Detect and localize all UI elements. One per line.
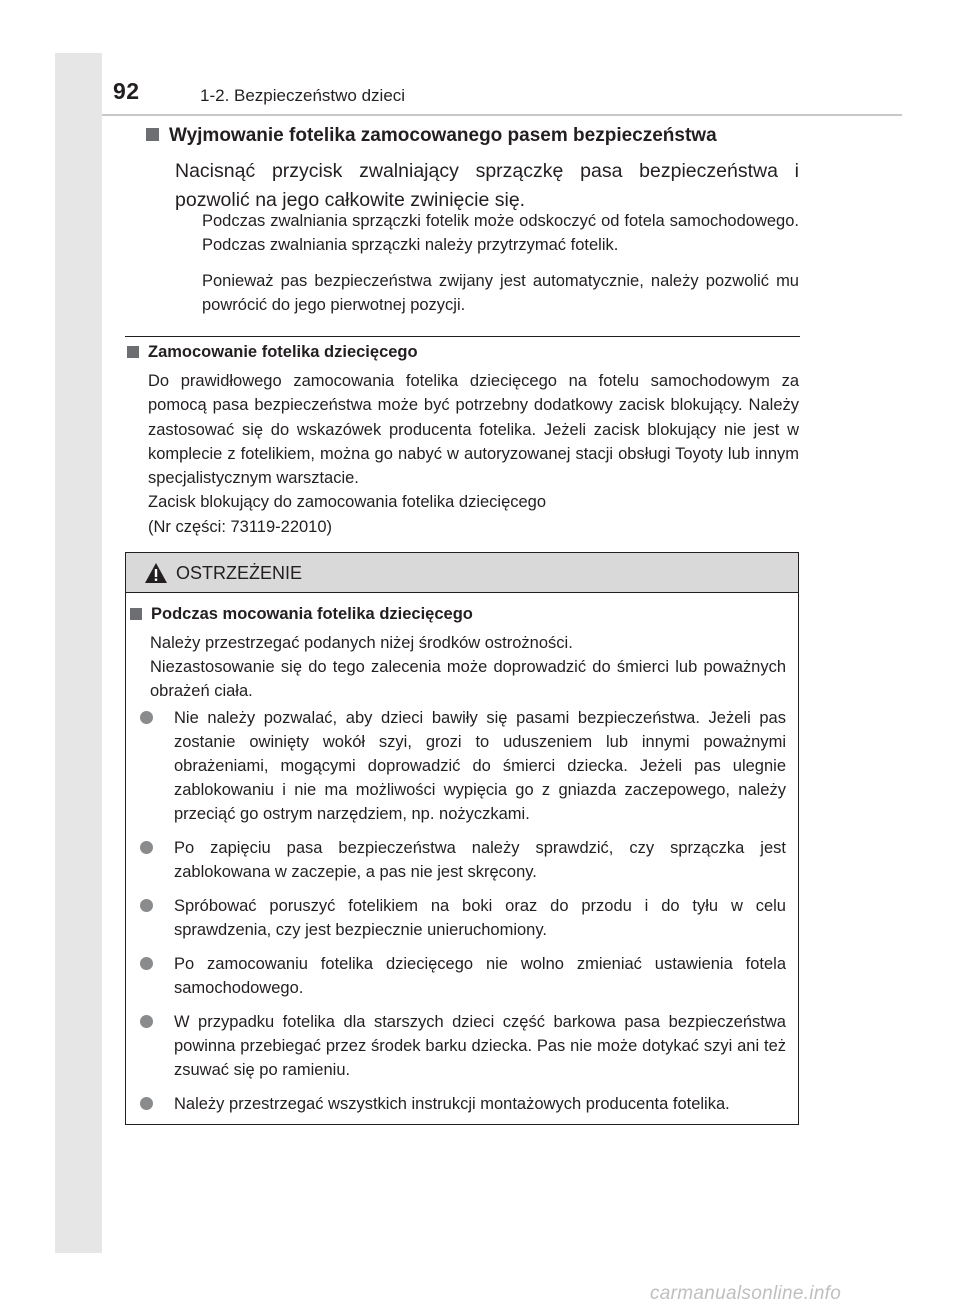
bullet-text: W przypadku fotelika dla starszych dzieci część barkowa pasa bezpieczeństwa powinna przebiegać przez środek barku dziecka. Pas nie może dotykać szyi ani też zsuwać się po ramieniu. bbox=[174, 1013, 786, 1079]
side-band bbox=[55, 53, 102, 1253]
section-heading-text: Wyjmowanie fotelika zamocowanego pasem bezpieczeństwa bbox=[169, 125, 717, 146]
list-item bbox=[130, 952, 786, 1000]
bullet-text: Należy przestrzegać wszystkich instrukcji montażowych producenta fotelika. bbox=[174, 1095, 730, 1113]
warning-title-text: Podczas mocowania fotelika dziecięcego bbox=[151, 605, 473, 623]
list-item bbox=[130, 1010, 786, 1082]
list-item bbox=[130, 894, 786, 942]
body-paragraph: Do prawidłowego zamocowania fotelika dziecięcego na fotelu samochodowym za pomocą pasa bezpieczeństwa może być potrzebny dodatkowy zacisk blokujący. Należy zastosować się do wskazówek producenta fotelika. Jeżeli zacisk blokujący nie jest w komplecie z fotelikiem, można go nabyć w autoryzowanej stacji obsługi Toyoty lub innym specjalistycznym warsztacie. bbox=[148, 372, 799, 488]
warning-intro-line: Niezastosowanie się do tego zalecenia może doprowadzić do śmierci lub poważnych obrażeń ciała. bbox=[150, 658, 786, 700]
chapter-title: 1-2. Bezpieczeństwo dzieci bbox=[200, 86, 406, 105]
warning-triangle-icon bbox=[144, 562, 168, 584]
warning-intro-line: Należy przestrzegać podanych niżej środków ostrożności. bbox=[150, 634, 573, 652]
bullet-text: Nie należy pozwalać, aby dzieci bawiły się pasami bezpieczeństwa. Jeżeli pas zostanie owinięty wokół szyi, grozi to uduszeniem lub innymi poważnymi obrażeniami, mogącymi doprowadzić do śmierci dziecka. Jeżeli pas ulegnie zablokowaniu i nie ma możliwości wypięcia go z gniazda zaczepowego, należy przeciąć go ostrym narzędziem, np. nożyczkami. bbox=[174, 709, 786, 823]
clamp-description: Zacisk blokujący do zamocowania fotelika dziecięcego bbox=[148, 493, 547, 512]
warning-label: OSTRZEŻENIE bbox=[176, 563, 303, 583]
bullet-text: Po zapięciu pasa bezpieczeństwa należy sprawdzić, czy sprzączka jest zablokowana w zaczepie, a pas nie jest skręcony. bbox=[174, 839, 786, 881]
list-item bbox=[130, 836, 786, 884]
round-bullet-icon bbox=[140, 899, 153, 912]
round-bullet-icon bbox=[140, 957, 153, 970]
note-paragraph: Ponieważ pas bezpieczeństwa zwijany jest automatycznie, należy pozwolić mu powrócić do jego pierwotnej pozycji. bbox=[202, 272, 799, 314]
page-number: 92 bbox=[113, 78, 140, 104]
section-heading-mounting bbox=[127, 343, 418, 362]
warning-header bbox=[126, 553, 798, 593]
part-number: (Nr części: 73119-22010) bbox=[148, 517, 333, 536]
square-bullet-icon bbox=[146, 128, 159, 141]
note-paragraph: Podczas zwalniania sprzączki fotelik może odskoczyć od fotela samochodowego. Podczas zwalniania sprzączki należy przytrzymać fotelik. bbox=[202, 212, 799, 254]
warning-intro bbox=[150, 631, 786, 703]
warning-title bbox=[130, 605, 473, 624]
bullet-text: Po zamocowaniu fotelika dziecięcego nie wolno zmieniać ustawienia fotela samochodowego. bbox=[174, 955, 786, 997]
round-bullet-icon bbox=[140, 1015, 153, 1028]
square-bullet-icon bbox=[127, 346, 139, 358]
warning-bullet-list bbox=[130, 706, 786, 1126]
round-bullet-icon bbox=[140, 841, 153, 854]
warning-box bbox=[125, 552, 799, 1125]
page-header bbox=[0, 0, 960, 120]
bullet-text: Spróbować poruszyć fotelikiem na boki oraz do przodu i do tyłu w celu sprawdzenia, czy jest bezpiecznie unieruchomiony. bbox=[174, 897, 786, 939]
section-divider bbox=[125, 336, 800, 337]
round-bullet-icon bbox=[140, 711, 153, 724]
instruction-lead: Nacisnąć przycisk zwalniający sprzączkę pasa bezpieczeństwa i pozwolić na jego całkowite zwinięcie się. bbox=[175, 160, 799, 211]
mounting-paragraph bbox=[148, 369, 799, 539]
list-item bbox=[130, 1092, 786, 1116]
square-bullet-icon bbox=[130, 608, 142, 620]
section-heading-text: Zamocowanie fotelika dziecięcego bbox=[148, 343, 418, 361]
watermark: carmanualsonline.info bbox=[650, 1283, 842, 1304]
round-bullet-icon bbox=[140, 1097, 153, 1110]
list-item bbox=[130, 706, 786, 826]
header-divider bbox=[102, 114, 902, 116]
section-heading-removal bbox=[146, 125, 717, 147]
